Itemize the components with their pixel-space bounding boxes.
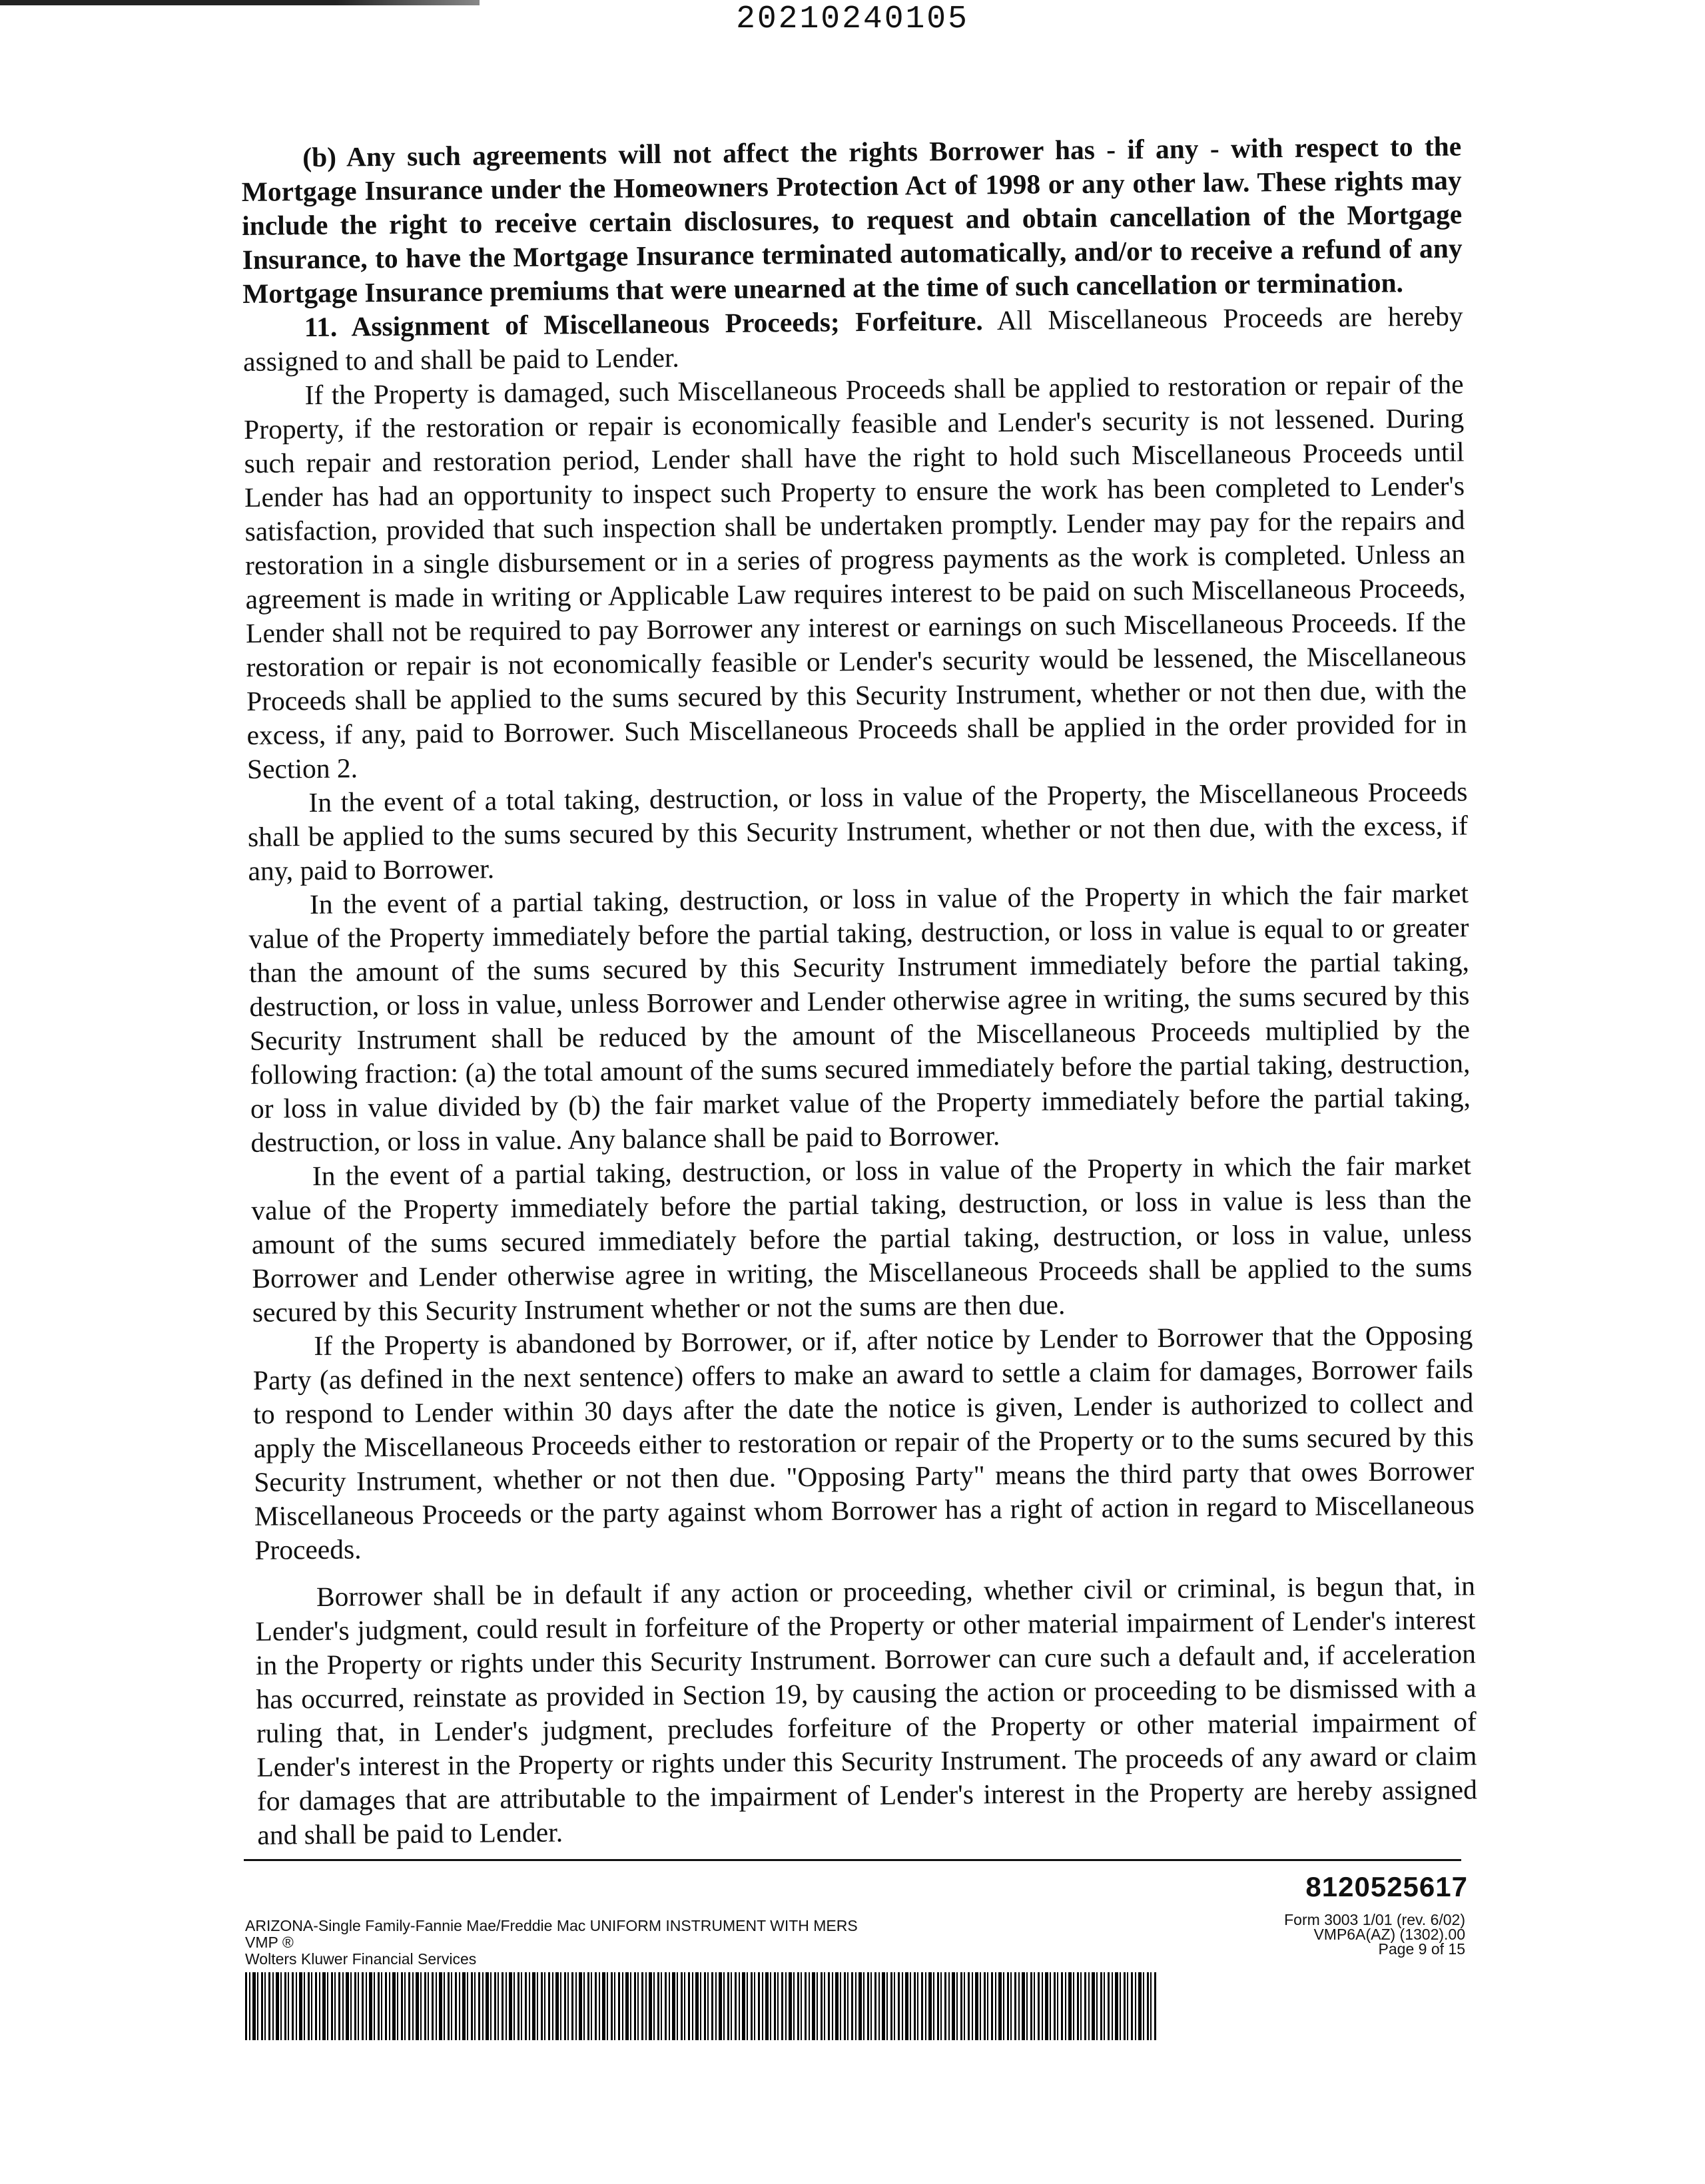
section-11-heading: 11. Assignment of Miscellaneous Proceeds; Forfeiture. xyxy=(304,305,983,343)
vmp-mark: VMP ® xyxy=(245,1934,294,1951)
paragraph-abandoned: If the Property is abandoned by Borrower, or if, after notice by Lender to Borrower that the Opposing Party (as defined in the next sentence) offers to make an award to settle a claim for damages, Borrower fails to respond to Lender within 30 days after the date the notice is given, Lender is authorized to collect and apply the Miscellaneous Proceeds either to restoration or repair of the Property or to the sums secured by this Security Instrument, whether or not then due. "Opposing Party" means the third party that owes Borrower Miscellaneous Proceeds or the party against whom Borrower has a right of action in regard to Miscellaneous Proceeds. xyxy=(252,1319,1475,1565)
form-code: VMP6A(AZ) (1302).00 xyxy=(1313,1926,1465,1943)
paragraph-damaged: If the Property is damaged, such Miscellaneous Proceeds shall be applied to restoration or repair of the Property, if the restoration or repair is economically feasible and Lender's security is not lessened. During such repair and restoration period, Lender shall have the right to hold such Miscellaneous Proceeds until Lender has had an opportunity to inspect such Property to ensure the work has been completed to Lender's satisfaction, provided that such inspection shall be undertaken promptly. Lender may pay for the repairs and restoration in a single disbursement or in a series of progress payments as the work is completed. Unless an agreement is made in writing or Applicable Law requires interest to be paid on such Miscellaneous Proceeds, Lender shall not be required to pay Borrower any interest or earnings on such Miscellaneous Proceeds. If the restoration or repair is not economically feasible or Lender's security would be lessened, the Miscellaneous Proceeds shall be applied to the sums secured by this Security Instrument, whether or not then due, with the excess, if any, paid to Borrower. Such Miscellaneous Proceeds shall be applied in the order provided for in Section 2. xyxy=(243,368,1467,784)
form-identification xyxy=(245,1918,858,1968)
recording-number: 20210240105 xyxy=(736,1,969,37)
loan-number: 8120525617 xyxy=(1305,1871,1468,1902)
form-reference xyxy=(1284,1912,1465,1956)
section-11-paragraph xyxy=(242,299,1463,379)
form-title: ARIZONA-Single Family-Fannie Mae/Freddie Mac UNIFORM INSTRUMENT WITH MERS xyxy=(245,1917,858,1934)
document-body xyxy=(241,129,1478,1852)
paragraph-default: Borrower shall be in default if any action or proceeding, whether civil or criminal, is begun that, in Lender's judgment, could result in forfeiture of the Property or other material impairment of Lender's interest in the Property or rights under this Security Instrument. Borrower can cure such a default and, if acceleration has occurred, reinstate as provided in Section 19, by causing the action or proceeding to be dismissed with a ruling that, in Lender's judgment, precludes forfeiture of the Property or other material impairment of Lender's interest in the Property or rights under this Security Instrument. The proceeds of any award or claim for damages that are attributable to the impairment of Lender's interest in the Property are hereby assigned and shall be paid to Lender. xyxy=(255,1570,1478,1850)
form-number: Form 3003 1/01 (rev. 6/02) xyxy=(1284,1911,1465,1928)
paragraph-partial-taking-equal-greater: In the event of a partial taking, destruction, or loss in value of the Property in which the fair market value of the Property immediately before the partial taking, destruction, or loss in value is equal to or greater than the amount of the sums secured by this Security Instrument immediately before the partial taking, destruction, or loss in value, unless Borrower and Lender otherwise agree in writing, the sums secured by this Security Instrument shall be reduced by the amount of the Miscellaneous Proceeds multiplied by the following fraction: (a) the total amount of the sums secured immediately before the partial taking, destruction, or loss in value divided by (b) the fair market value of the Property immediately before the partial taking, destruction, or loss in value. Any balance shall be paid to Borrower. xyxy=(248,878,1471,1158)
paragraph-partial-taking-less: In the event of a partial taking, destruction, or loss in value of the Property in which the fair market value of the Property immediately before the partial taking, destruction, or loss in value is less than the amount of the sums secured immediately before the partial taking, destruction, or loss in value, unless Borrower and Lender otherwise agree in writing, the Miscellaneous Proceeds shall be applied to the sums secured by this Security Instrument whether or not the sums are then due. xyxy=(251,1149,1473,1328)
footer-rule xyxy=(244,1859,1461,1861)
section-11-intro: All Miscellaneous Proceeds are hereby assigned to and shall be paid to Lender. xyxy=(242,300,1463,377)
barcode xyxy=(245,1972,1156,2040)
paragraph-b: (b) Any such agreements will not affect the rights Borrower has - if any - with respect to the Mortgage Insurance under the Homeowners Protection Act of 1998 or any other law. These rights may include the right to receive certain disclosures, to request and obtain cancellation of the Mortgage Insurance, to have the Mortgage Insurance terminated automatically, and/or to receive a refund of any Mortgage Insurance premiums that were unearned at the time of such cancellation or termination. xyxy=(241,131,1463,309)
publisher: Wolters Kluwer Financial Services xyxy=(245,1950,477,1968)
page-number: Page 9 of 15 xyxy=(1378,1940,1465,1958)
paragraph-total-taking: In the event of a total taking, destruction, or loss in value of the Property, the Miscellaneous Proceeds shall be applied to the sums secured by this Security Instrument, whether or not then due, with the excess, if any, paid to Borrower. xyxy=(247,776,1469,886)
